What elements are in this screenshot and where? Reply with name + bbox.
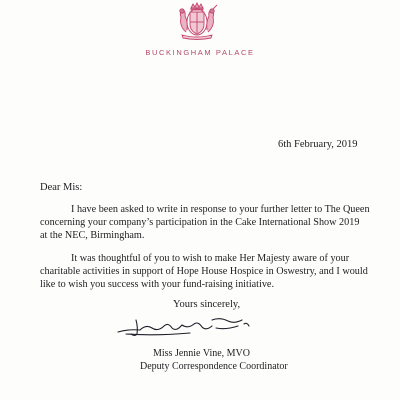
letterhead-sender: BUCKINGHAM PALACE (145, 48, 255, 57)
paragraph-line: at the NEC, Birmingham. (40, 230, 145, 241)
paragraph-line: charitable activities in support of Hope House Hospice in Oswestry, and I would (40, 266, 368, 277)
body-paragraph (40, 252, 380, 291)
closing: Yours sincerely, (173, 299, 241, 310)
royal-coat-of-arms-icon (169, 2, 225, 40)
paragraph-line: concerning your company’s participation in the Cake International Show 2019 (40, 217, 360, 228)
handwritten-signature-icon (116, 312, 256, 338)
body-paragraph (40, 203, 380, 242)
signer-title: Deputy Correspondence Coordinator (140, 361, 288, 372)
paragraph-line: like to wish you success with your fund-raising initiative. (40, 279, 274, 290)
paragraph-line: I have been asked to write in response to your further letter to The Queen (71, 204, 370, 215)
paragraph-line: It was thoughtful of you to wish to make Her Majesty aware of your (71, 253, 350, 264)
salutation: Dear Mis: (40, 182, 83, 193)
signer-name: Miss Jennie Vine, MVO (153, 348, 250, 359)
letter-date: 6th February, 2019 (278, 139, 358, 150)
